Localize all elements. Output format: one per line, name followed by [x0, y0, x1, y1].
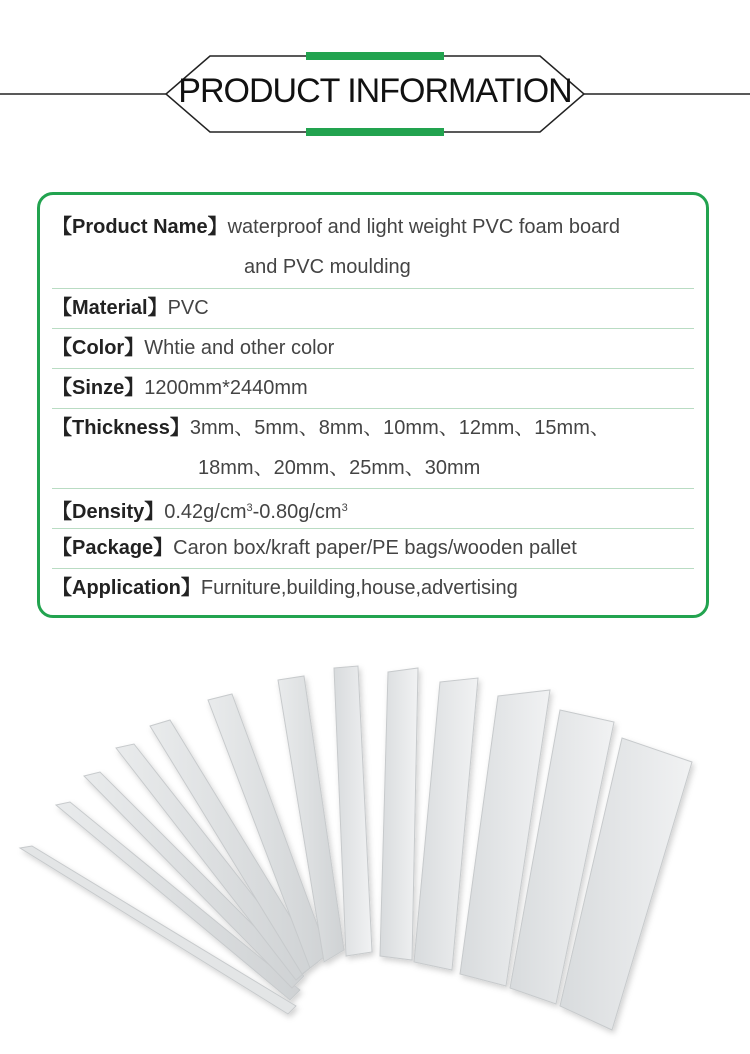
- spec-key: 【Sinze】: [52, 377, 145, 399]
- spec-key: 【Material】: [52, 297, 168, 319]
- spec-value: Whtie and other color: [144, 337, 335, 359]
- spec-key: 【Color】: [52, 337, 145, 359]
- spec-value: waterproof and light weight PVC foam board: [227, 216, 621, 238]
- spec-key: 【Density】: [52, 501, 165, 523]
- section-header: [0, 0, 750, 160]
- spec-row-application: [52, 568, 694, 608]
- spec-value: Furniture,building,house,advertising: [200, 577, 518, 599]
- spec-card: [37, 192, 709, 618]
- page-title: PRODUCT INFORMATION: [178, 72, 572, 110]
- spec-value: Caron box/kraft paper/PE bags/wooden pallet: [173, 537, 577, 559]
- spec-row-density: [52, 488, 694, 529]
- density-unit-exp: 3: [246, 502, 253, 514]
- density-min: 0.42g/cm: [164, 501, 247, 523]
- pvc-boards-illustration: [0, 650, 750, 1049]
- spec-row-color: [52, 328, 694, 369]
- product-photo: [0, 650, 750, 1049]
- spec-value: 3mm、5mm、8mm、10mm、12mm、15mm、: [189, 417, 610, 439]
- spec-value: PVC: [167, 297, 209, 319]
- density-max: -0.80g/cm: [252, 501, 342, 523]
- spec-row-material: [52, 288, 694, 329]
- density-unit-exp: 3: [341, 502, 348, 514]
- spec-key: 【Product Name】: [52, 216, 228, 238]
- spec-key: 【Application】: [52, 577, 201, 599]
- spec-value-cont: and PVC moulding: [244, 256, 411, 278]
- spec-value: 1200mm*2440mm: [144, 377, 308, 399]
- spec-value: [164, 501, 347, 523]
- spec-key: 【Package】: [52, 537, 174, 559]
- spec-key: 【Thickness】: [52, 417, 190, 439]
- spec-row-package: [52, 528, 694, 569]
- spec-value-cont: 18mm、20mm、25mm、30mm: [198, 457, 481, 479]
- spec-row-size: [52, 368, 694, 409]
